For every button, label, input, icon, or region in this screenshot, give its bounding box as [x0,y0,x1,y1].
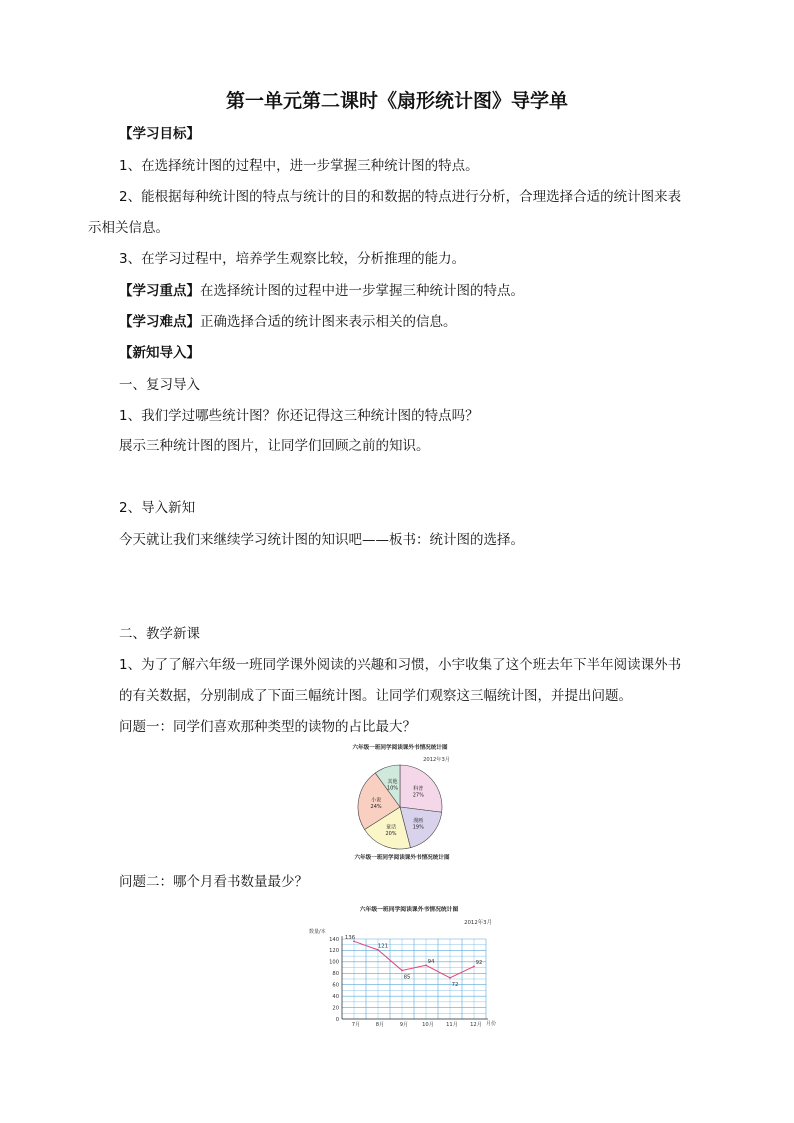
line-chart-xlabel: 月份 [486,1021,497,1027]
question-2: 问题二：哪个月看书数量最少？ [119,874,308,890]
pie-slices [358,765,442,849]
pie-slice-percent-2: 20% [385,831,397,838]
pie-chart-date: 2012年3月 [423,757,450,763]
lesson-1-line2: 的有关数据，分别制成了下面三幅统计图。让同学们观察这三幅统计图，并提出问题。 [119,688,632,704]
key-point-text: 在选择统计图的过程中进一步掌握三种统计图的特点。 [200,283,524,299]
line-chart-title: 六年级一班同学阅读课外书情况统计图 [359,907,459,913]
line-chart-xticks [352,1020,482,1028]
line-chart-ylabel: 数量/本 [309,929,326,935]
section2-heading: 二、教学新课 [119,626,200,642]
line-chart [300,902,510,1032]
data-point-2 [401,970,403,972]
data-label-4: 72 [451,981,459,988]
new-heading: 2、导入新知 [119,500,196,516]
pie-chart [330,738,470,866]
y-tick-1: 20 [332,1005,339,1012]
data-label-2: 85 [403,974,411,981]
line-chart-yticks [329,937,339,1023]
x-tick-3: 10月 [422,1022,434,1028]
data-label-5: 92 [475,959,483,966]
objective-2-line1: 2、能根据每种统计图的特点与统计的目的和数据的特点进行分析，合理选择合适的统计图来表 [119,189,682,205]
pie-slice-percent-3: 24% [370,803,382,810]
y-tick-0: 0 [335,1016,339,1023]
difficulty-label: 【学习难点】 [119,314,200,330]
line-chart-date: 2012年3月 [464,920,492,926]
pie-slice-percent-4: 10% [386,785,399,792]
objective-1: 1、在选择统计图的过程中，进一步掌握三种统计图的特点。 [119,158,479,174]
y-tick-3: 60 [332,982,339,989]
pie-slice-label-4: 其他 [387,778,398,785]
y-tick-6: 120 [329,948,339,955]
pie-slice-label-3: 小说 [371,797,382,804]
section1-heading: 一、复习导入 [119,377,200,393]
pie-slice-label-0: 科普 [413,785,424,792]
y-tick-4: 80 [332,971,339,978]
review-text: 展示三种统计图的图片，让同学们回顾之前的知识。 [119,438,430,454]
difficulty-text: 正确选择合适的统计图来表示相关的信息。 [200,314,457,330]
objective-2-line2: 示相关信息。 [88,220,169,236]
objectives-heading: 【学习目标】 [119,126,200,142]
objective-3: 3、在学习过程中，培养学生观察比较，分析推理的能力。 [119,251,466,267]
x-tick-0: 7月 [351,1022,361,1028]
x-tick-5: 12月 [470,1022,482,1028]
pie-slice-percent-0: 27% [412,792,424,799]
pie-chart-caption: 六年级一班同学阅读课外书情况统计图 [354,855,450,861]
line-chart-grid [342,936,488,1019]
y-tick-2: 40 [332,993,339,1000]
review-question: 1、我们学过哪些统计图？你还记得这三种统计图的特点吗？ [119,408,479,424]
difficulty [119,312,457,332]
data-label-3: 94 [427,958,435,965]
data-point-4 [449,977,451,979]
pie-slice-label-2: 童话 [385,824,397,831]
y-tick-5: 100 [329,959,339,966]
data-label-1: 121 [377,943,389,950]
new-text: 今天就让我们来继续学习统计图的知识吧——板书：统计图的选择。 [119,532,524,548]
pie-slice-percent-1: 19% [412,824,424,831]
x-tick-4: 11月 [446,1022,458,1028]
data-label-0: 136 [344,934,356,941]
document-title: 第一单元第二课时《扇形统计图》导学单 [225,90,568,112]
y-tick-7: 140 [329,936,339,943]
key-point-label: 【学习重点】 [119,283,200,299]
question-1: 问题一：同学们喜欢那种类型的读物的占比最大？ [119,719,416,735]
pie-chart-title: 六年级一班同学阅读课外书情况统计图 [352,745,448,751]
x-tick-1: 8月 [375,1022,385,1028]
x-tick-2: 9月 [399,1022,409,1028]
pie-slice-label-1: 漫画 [413,818,424,825]
lesson-1-line1: 1、为了了解六年级一班同学课外阅读的兴趣和习惯，小宇收集了这个班去年下半年阅读课外书 [119,657,682,673]
key-point [119,281,524,301]
intro-heading: 【新知导入】 [119,345,200,361]
